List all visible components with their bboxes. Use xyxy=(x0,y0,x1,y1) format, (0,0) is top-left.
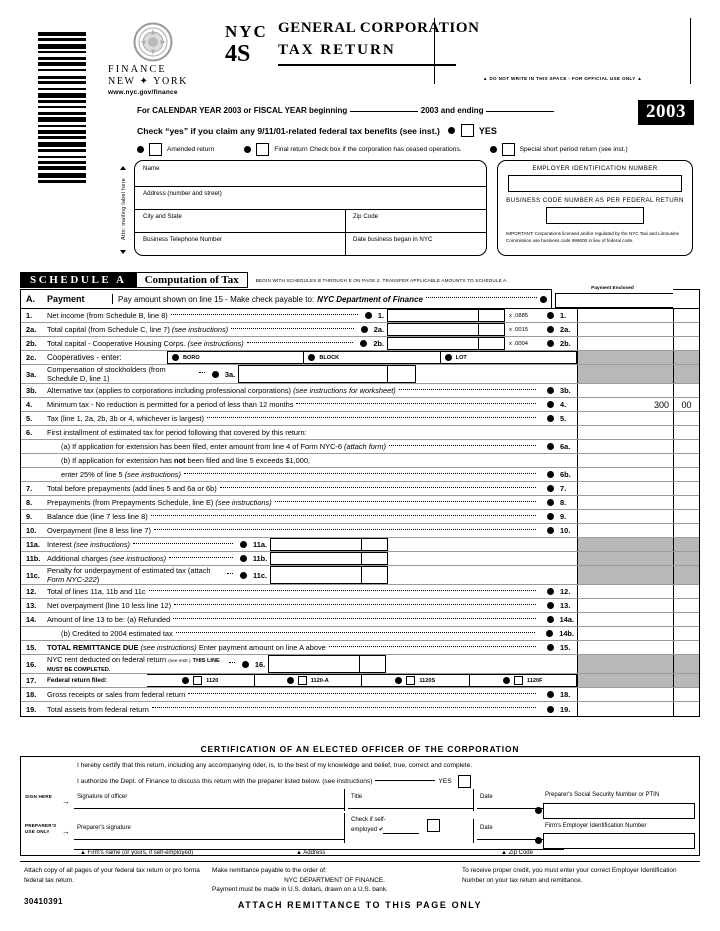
special-short-checkbox[interactable] xyxy=(502,143,515,156)
line-number: 3b. xyxy=(26,386,37,395)
line-amount[interactable] xyxy=(577,641,673,654)
line-tag: 16. xyxy=(254,659,266,669)
firm-ein-input[interactable] xyxy=(543,833,695,849)
bullet-icon xyxy=(535,837,542,844)
schedule-a-line-row xyxy=(21,440,699,454)
certification-statement: I hereby certify that this return, including any accompanying rider, is, to the best of my knowledge and belief, true, correct and complete. xyxy=(77,762,473,769)
bullet-icon xyxy=(490,146,497,153)
schedule-a-line-row xyxy=(21,426,699,440)
line-number: 8. xyxy=(26,498,33,507)
finance-line2: NEW ✦ YORK xyxy=(108,75,188,87)
schedule-a-line-row xyxy=(21,599,699,613)
schedule-a-line-row xyxy=(21,309,699,323)
line-description: Total of lines 11a, 11b and 11c xyxy=(47,585,543,598)
line-number: 1. xyxy=(26,311,33,320)
schedule-a-line-row xyxy=(21,337,699,351)
line-description: Net income (from Schedule B, line 8) xyxy=(47,309,365,322)
line-description: Minimum tax - No reduction is permitted for a period of less than 12 months xyxy=(47,398,543,411)
line-right-tag: 3b. xyxy=(560,386,571,395)
calendar-year-row xyxy=(137,106,557,115)
schedule-a-line-row xyxy=(21,538,699,552)
block-input[interactable]: BLOCK xyxy=(304,351,440,364)
line-number: 2b. xyxy=(26,339,37,348)
firm-name-label: ▲ Firm's name (or yours, if self-employed) xyxy=(80,850,194,856)
certification-authorize-yes: YES xyxy=(438,778,452,785)
line-number: 2a. xyxy=(26,325,37,334)
line-cents[interactable] xyxy=(362,552,388,565)
preparer-ssn-input[interactable] xyxy=(543,803,695,819)
line-number: 3a. xyxy=(26,369,37,379)
schedule-a-lines xyxy=(21,309,699,716)
payment-desc-a: Pay amount shown on line 15 - Make check payable to: xyxy=(118,294,315,304)
footer-attach-copy: Attach copy of all pages of your federal tax return or pro forma federal tax return. xyxy=(24,867,200,884)
line-description: Penalty for underpayment of estimated tax (attach Form NYC-222) xyxy=(47,566,240,584)
preparer-signature-input[interactable] xyxy=(74,839,344,840)
line-cents[interactable] xyxy=(673,599,699,612)
federal-return-checkbox-1120-a[interactable]: 1120-A xyxy=(255,674,363,687)
line-description: Alternative tax (applies to corporations including professional corporations) (see instructions for worksheet) xyxy=(47,384,543,397)
footer-divider xyxy=(20,861,700,862)
schedule-a-line-row xyxy=(21,468,699,482)
schedule-a-line-row xyxy=(21,482,699,496)
line-number: 9. xyxy=(26,512,33,521)
final-return-label: Final return Check box if the corporation has ceased operations. xyxy=(274,146,462,153)
schedule-a-line-row xyxy=(21,323,699,337)
title-input[interactable] xyxy=(348,808,473,809)
firm-ein-label: Firm's Employer Identification Number xyxy=(545,823,647,829)
line-number: 17. xyxy=(26,676,37,685)
line-number xyxy=(21,440,47,453)
ein-block xyxy=(497,160,693,256)
line-right-tag: 6b. xyxy=(560,470,571,479)
federal-return-checkbox-1120f[interactable]: 1120F xyxy=(470,674,578,687)
line-right-tag: 14a. xyxy=(559,615,574,624)
line-right-tag: 4. xyxy=(560,400,567,409)
certification-authorize: I authorize the Dept. of Finance to discuss this return with the preparer listed below. (see instructions) xyxy=(77,778,373,785)
line-description: Interest (see instructions) xyxy=(47,538,240,551)
line-cents[interactable] xyxy=(388,365,416,383)
finance-line1: FINANCE xyxy=(108,64,167,75)
line-amount[interactable]: 300 xyxy=(577,398,673,411)
title-underline xyxy=(278,64,456,66)
line-right-tag: 10. xyxy=(560,526,571,535)
mailing-label-note: Attn: mailing label here xyxy=(121,177,127,241)
remittance-line1: Make remittance payable to the order of: xyxy=(212,867,327,874)
barcode xyxy=(38,32,86,245)
schedule-a-line-row xyxy=(21,454,699,468)
line-number xyxy=(21,454,47,467)
certification-authorize-row xyxy=(77,775,637,788)
final-return-checkbox[interactable] xyxy=(256,143,269,156)
address-label: Address (number and street) xyxy=(143,190,222,197)
line-amount[interactable] xyxy=(577,524,673,537)
line-number: 19. xyxy=(26,704,37,714)
sign-here-label: SIGN HERE xyxy=(25,794,53,799)
bullet-icon xyxy=(448,127,455,134)
date-began-label: Date business began in NYC xyxy=(353,236,433,243)
tax-year-badge: 2003 xyxy=(638,100,694,125)
boro-input[interactable]: BORO xyxy=(167,351,304,364)
line-tag: 11c. xyxy=(253,570,267,580)
federal-return-checkbox-1120[interactable]: 1120 xyxy=(147,674,255,687)
amended-return-label: Amended return xyxy=(167,146,215,153)
zip-code-label: Zip Code xyxy=(353,213,379,220)
schedule-a-line-row xyxy=(21,552,699,566)
line-description: Additional charges (see instructions) xyxy=(47,552,240,565)
certification-title: CERTIFICATION OF AN ELECTED OFFICER OF THE CORPORATION xyxy=(200,744,520,754)
remittance-line3: Payment must be made in U.S. dollars, drawn on a U.S. bank. xyxy=(212,886,388,894)
claim-911-text: Check “yes” if you claim any 9/11/01-related federal tax benefits (see inst.) xyxy=(137,125,440,136)
line-cents[interactable] xyxy=(673,585,699,598)
line-cents[interactable] xyxy=(673,641,699,654)
federal-return-checkbox-1120s[interactable]: 1120S xyxy=(362,674,470,687)
claim-911-yes-label: YES xyxy=(478,125,497,136)
divider xyxy=(135,209,486,210)
arrow-right-icon: → xyxy=(62,827,70,836)
line-description: Total assets from federal return xyxy=(47,702,543,716)
payment-label: Payment xyxy=(47,294,113,304)
line-input[interactable] xyxy=(270,538,362,551)
line-amount[interactable] xyxy=(577,412,673,425)
ein-important-note: IMPORTANT: Corporations licensed and/or regulated by the NYC Taxi and Limousine Commission use business code 999000 in lieu of federal code. xyxy=(506,231,680,243)
schedule-a-line-row xyxy=(21,585,699,599)
line-number: 11a. xyxy=(26,540,40,549)
certification-box xyxy=(20,756,700,856)
line-right-tag: 5. xyxy=(560,414,567,423)
schedule-a-line-row xyxy=(21,398,699,412)
schedule-a-line-row xyxy=(21,613,699,627)
line-description: Total capital - Cooperative Housing Corps. (see instructions) xyxy=(47,337,360,350)
preparer-date-label: Date xyxy=(480,825,493,831)
calendar-year-text-a: For CALENDAR YEAR 2003 or FISCAL YEAR beginning xyxy=(137,106,348,115)
line-right-tag: 12. xyxy=(560,587,571,596)
line-number: 11b. xyxy=(26,554,41,563)
schedule-a-line-row xyxy=(21,365,699,384)
schedule-a-title: Computation of Tax xyxy=(137,272,248,288)
schedule-a-line-row xyxy=(21,351,699,365)
schedule-a-line-row xyxy=(21,655,699,674)
payment-enclosed-label: Payment Enclosed xyxy=(552,286,673,291)
line-right-tag: 9. xyxy=(560,512,567,521)
line-amount[interactable] xyxy=(577,496,673,509)
line-description: enter 25% of line 5 (see instructions) xyxy=(47,468,543,481)
line-right-tag: 19. xyxy=(560,704,571,714)
line-tag: 3a. xyxy=(224,369,236,379)
check-self-employed-label2: employed ✔ xyxy=(351,827,384,833)
line-cents[interactable] xyxy=(673,702,699,716)
divider xyxy=(473,819,474,843)
line-cents[interactable] xyxy=(362,538,388,551)
line-tag: 2b. xyxy=(373,339,384,348)
line-amount[interactable] xyxy=(577,468,673,481)
line-number: 5. xyxy=(26,414,33,423)
self-employed-rule xyxy=(383,833,419,834)
business-code-title: BUSINESS CODE NUMBER AS PER FEDERAL RETURN xyxy=(506,197,684,204)
bullet-icon xyxy=(244,146,251,153)
line-description: Total capital (from Schedule C, line 7) (see instructions) xyxy=(47,323,361,336)
line-number xyxy=(21,627,47,640)
line-input[interactable] xyxy=(270,566,362,584)
line-amount[interactable] xyxy=(577,627,673,640)
line-number: 2c. xyxy=(26,353,37,362)
line-right-tag: 6a. xyxy=(560,442,571,451)
claim-911-checkbox[interactable] xyxy=(461,124,474,137)
line-right-tag: 1. xyxy=(560,311,567,320)
preparers-use-only-label: PREPARER'S USE ONLY xyxy=(25,823,57,834)
schedule-a-grid xyxy=(20,285,700,717)
agency-website: www.nyc.gov/finance xyxy=(108,88,178,96)
line-number: 6. xyxy=(26,428,33,437)
schedule-a-line-row xyxy=(21,510,699,524)
line-description: Amount of line 13 to be: (a) Refunded xyxy=(47,613,543,626)
payment-enclosed-box xyxy=(551,285,673,309)
attach-remittance-notice: ATTACH REMITTANCE TO THIS PAGE ONLY xyxy=(237,900,483,910)
date-label: Date xyxy=(480,794,493,800)
official-use-box xyxy=(434,18,691,84)
line-amount[interactable] xyxy=(577,384,673,397)
footer-remittance xyxy=(212,866,457,895)
line-input[interactable] xyxy=(268,655,360,673)
special-short-label: Special short period return (see inst.) xyxy=(519,146,628,153)
line-description: Tax (line 1, 2a, 2b, 3b or 4, whichever is largest) xyxy=(47,412,543,425)
line-right-tag: 15. xyxy=(560,643,571,652)
line-amount[interactable] xyxy=(577,309,673,322)
line-amount[interactable] xyxy=(577,337,673,350)
line-number: 14. xyxy=(26,615,37,624)
firm-zip-label: ▲ Zip Code xyxy=(501,850,533,856)
line-right-tag: 13. xyxy=(560,601,571,610)
check-self-employed-label: Check if self- xyxy=(351,817,386,823)
form-number: 4S xyxy=(225,41,251,67)
divider xyxy=(135,186,486,187)
divider xyxy=(344,789,345,811)
footer-credit-note: To receive proper credit, you must enter your correct Employer Identification Number on your tax return and remittance. xyxy=(462,867,677,884)
line-cents[interactable] xyxy=(673,412,699,425)
line-cents[interactable] xyxy=(673,688,699,701)
fiscal-end-input[interactable] xyxy=(486,111,554,112)
line-description: TOTAL REMITTANCE DUE (see instructions) Enter payment amount on line A above xyxy=(47,641,543,654)
lot-input[interactable]: LOT xyxy=(441,351,577,364)
line-cents[interactable] xyxy=(673,440,699,453)
business-code-input[interactable] xyxy=(546,207,644,224)
ein-title: EMPLOYER IDENTIFICATION NUMBER xyxy=(532,165,658,172)
payment-desc-b: NYC Department of Finance xyxy=(317,294,423,304)
line-tag: 1. xyxy=(377,311,384,320)
line-cents[interactable] xyxy=(673,496,699,509)
payment-letter: A. xyxy=(26,294,35,304)
schedule-a-line-row xyxy=(21,524,699,538)
fiscal-begin-input[interactable] xyxy=(350,111,418,112)
line-right-tag: 2b. xyxy=(560,339,571,348)
claim-911-row xyxy=(137,124,557,137)
calendar-year-text-b: 2003 and ending xyxy=(420,106,484,115)
signature-officer-label: Signature of officer xyxy=(77,794,128,800)
official-use-note: ▲ DO NOT WRITE IN THIS SPACE - FOR OFFICIAL USE ONLY ▲ xyxy=(482,76,643,81)
line-right-tag: 2a. xyxy=(560,325,571,334)
arrow-right-icon: → xyxy=(62,797,70,806)
form-title-line2: TAX RETURN xyxy=(278,42,396,58)
line-input[interactable] xyxy=(387,323,479,336)
line-multiplier: x .0885 xyxy=(509,312,529,319)
line-tag: 11a. xyxy=(253,540,267,549)
schedule-a-line-row xyxy=(21,674,699,688)
payment-desc xyxy=(113,295,551,304)
line-cents[interactable] xyxy=(673,384,699,397)
line-description: Cooperatives - enter: xyxy=(47,353,122,362)
line-number: 18. xyxy=(26,690,37,699)
phone-label: Business Telephone Number xyxy=(143,236,222,243)
line-multiplier: x .0004 xyxy=(509,340,529,347)
line-description: Gross receipts or sales from federal return xyxy=(47,688,543,701)
line-amount[interactable] xyxy=(577,613,673,626)
line-description: (b) If application for extension has not been filed and line 5 exceeds $1,000, xyxy=(61,456,310,465)
schedule-a-line-row xyxy=(21,702,699,716)
firm-address-label: ▲ Address xyxy=(296,850,326,856)
line-cents[interactable] xyxy=(673,627,699,640)
line-multiplier: x .0015 xyxy=(509,326,529,333)
schedule-a-note: BEGIN WITH SCHEDULES B THROUGH E ON PAGE 2. TRANSFER APPLICABLE AMOUNTS TO SCHEDULE A. xyxy=(255,277,508,283)
amended-return-checkbox[interactable] xyxy=(149,143,162,156)
line-cents[interactable] xyxy=(360,655,386,673)
line-description: Balance due (line 7 less line 8) xyxy=(47,510,543,523)
line-number: 11c. xyxy=(26,570,40,580)
schedule-a-line-row xyxy=(21,566,699,585)
line-amount[interactable] xyxy=(577,440,673,453)
schedule-a-line-row xyxy=(21,688,699,702)
line-description: Net overpayment (line 10 less line 12) xyxy=(47,599,543,612)
self-employed-checkbox[interactable] xyxy=(427,819,440,832)
line-description: (b) Credited to 2004 estimated tax xyxy=(47,627,542,640)
line-description: Compensation of stockholders (from Schedule D, line 1) xyxy=(47,365,212,383)
line-cents[interactable] xyxy=(479,309,505,322)
line-input[interactable] xyxy=(270,552,362,565)
schedule-a-badge: SCHEDULE A xyxy=(20,272,137,288)
line-input[interactable] xyxy=(387,309,479,322)
line-number: 4. xyxy=(26,400,33,409)
line-cents[interactable] xyxy=(673,468,699,481)
preparer-ssn-label: Preparer's Social Security Number or PTIN xyxy=(545,792,660,798)
payment-enclosed-input[interactable] xyxy=(555,293,673,308)
form-id: 30410391 xyxy=(24,897,63,906)
line-description: Total before prepayments (add lines 5 and 6a or 6b) xyxy=(47,482,543,495)
line-cents[interactable] xyxy=(673,510,699,523)
divider xyxy=(135,232,486,233)
line-description: (a) If application for extension has been filed, enter amount from line 4 of Form NYC-6 (attach form) xyxy=(47,440,543,453)
form-title-line1: GENERAL CORPORATION xyxy=(278,20,480,36)
line-input[interactable] xyxy=(387,337,479,350)
bullet-icon xyxy=(540,296,547,303)
line-number: 7. xyxy=(26,484,33,493)
line-number: 12. xyxy=(26,587,37,596)
nyc-seal-icon xyxy=(133,22,173,62)
mailing-arrow-icon xyxy=(120,250,126,254)
divider xyxy=(473,789,474,811)
line-number: 13. xyxy=(26,601,37,610)
line-amount[interactable] xyxy=(577,323,673,336)
return-type-row xyxy=(137,143,697,156)
divider xyxy=(345,209,346,255)
payment-row xyxy=(21,285,699,309)
line-number: 10. xyxy=(26,526,37,535)
line-input[interactable] xyxy=(238,365,388,383)
line-cents[interactable]: 00 xyxy=(673,398,699,411)
line-cents[interactable] xyxy=(362,566,388,584)
line-tag: 11b. xyxy=(252,554,268,563)
line-right-tag: 18. xyxy=(560,690,571,699)
schedule-a-line-row xyxy=(21,627,699,641)
line-cents[interactable] xyxy=(673,482,699,495)
line-description: Overpayment (line 8 less line 7) xyxy=(47,524,543,537)
line-cents[interactable] xyxy=(479,323,505,336)
schedule-a-line-row xyxy=(21,412,699,426)
signature-officer-input[interactable] xyxy=(74,808,344,809)
line-number: 16. xyxy=(26,659,37,669)
address-block xyxy=(134,160,487,256)
line-amount[interactable] xyxy=(577,599,673,612)
title-label: Title xyxy=(351,794,363,800)
line-tag: 2a. xyxy=(373,325,384,334)
remittance-line2: NYC DEPARTMENT OF FINANCE. xyxy=(284,876,385,884)
schedule-a-line-row xyxy=(21,496,699,510)
line-cents[interactable] xyxy=(673,613,699,626)
schedule-a-line-row xyxy=(21,384,699,398)
line-cents[interactable] xyxy=(479,337,505,350)
line-cents[interactable] xyxy=(673,524,699,537)
bullet-icon xyxy=(535,807,542,814)
ein-input[interactable] xyxy=(508,175,682,192)
line-cents[interactable] xyxy=(673,309,699,322)
line-description: Prepayments (from Prepayments Schedule, line E) (see instructions) xyxy=(47,496,543,509)
line-amount[interactable] xyxy=(577,482,673,495)
divider xyxy=(344,813,345,843)
line-number: 15. xyxy=(26,643,37,652)
agency-wordmark xyxy=(108,64,200,96)
line-amount[interactable] xyxy=(577,688,673,701)
city-state-label: City and State xyxy=(143,213,182,220)
name-label: Name xyxy=(143,165,160,172)
line-number xyxy=(21,468,47,481)
preparer-signature-label: Preparer's signature xyxy=(77,825,131,831)
line-amount[interactable] xyxy=(577,510,673,523)
line-description: Federal return filed: xyxy=(47,677,108,684)
line-cents[interactable] xyxy=(673,337,699,350)
line-cents[interactable] xyxy=(673,323,699,336)
line-description: NYC rent deducted on federal return (see instr.) THIS LINE MUST BE COMPLETED. xyxy=(47,655,242,673)
line-right-tag: 7. xyxy=(560,484,567,493)
line-amount[interactable] xyxy=(577,585,673,598)
line-description: First installment of estimated tax for period following that covered by this return: xyxy=(47,428,307,437)
authorize-checkbox[interactable] xyxy=(458,775,471,788)
schedule-a-line-row xyxy=(21,641,699,655)
line-right-tag: 8. xyxy=(560,498,567,507)
bullet-icon xyxy=(137,146,144,153)
line-right-tag: 14b. xyxy=(559,629,574,638)
line-amount[interactable] xyxy=(577,702,673,716)
nyc-label: NYC xyxy=(225,22,268,41)
